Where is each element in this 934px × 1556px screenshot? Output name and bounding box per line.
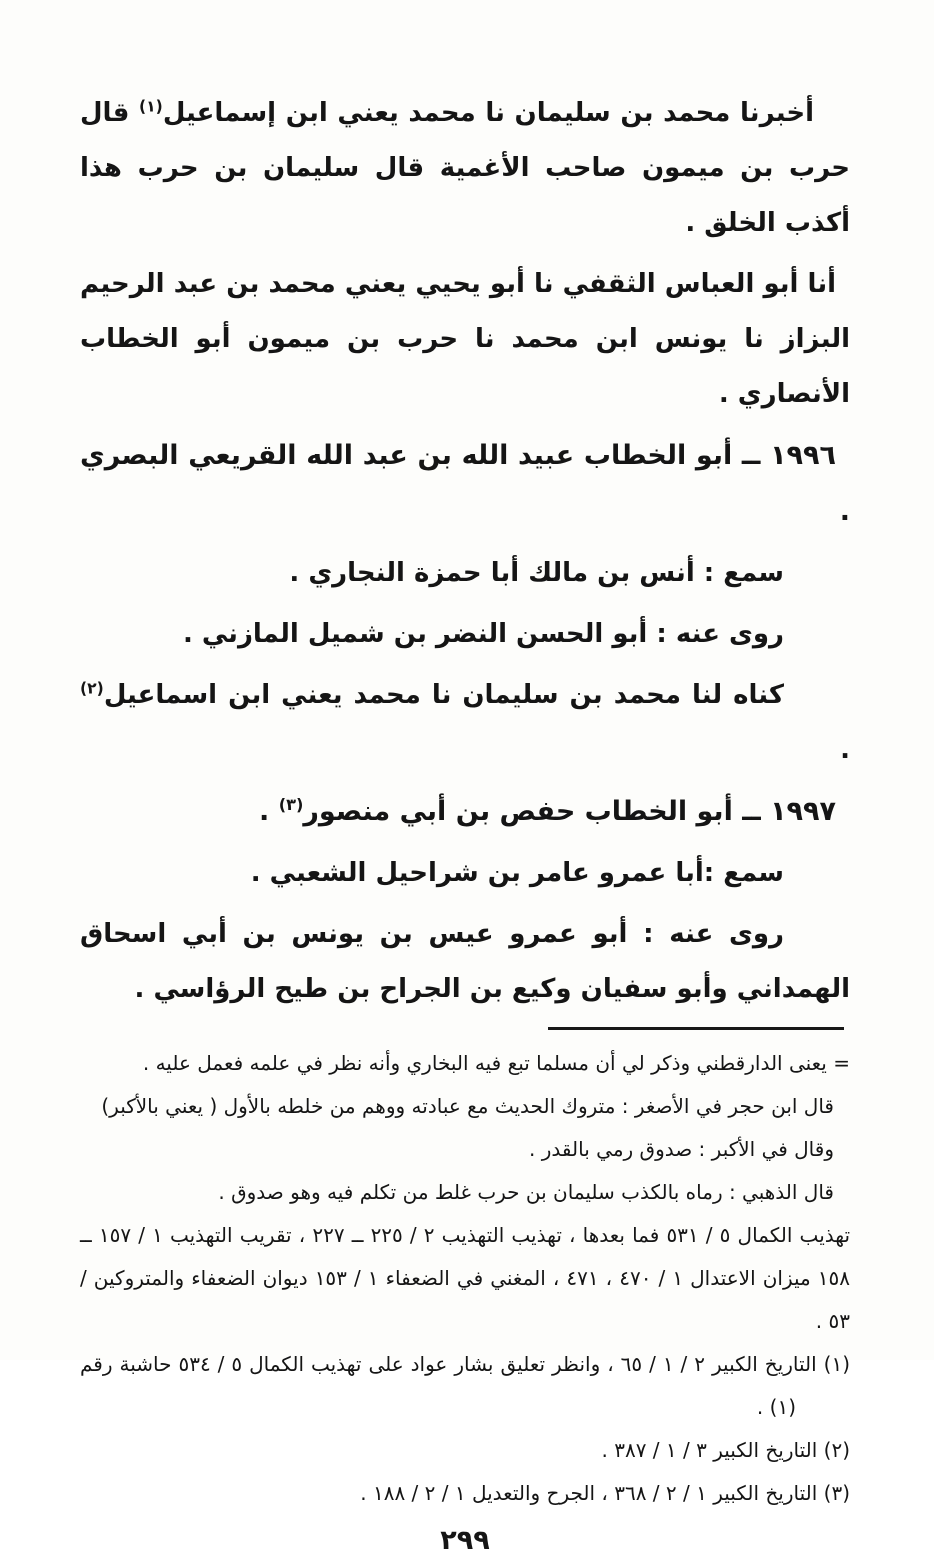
entry-1997-heading xyxy=(80,784,850,840)
footnote-2: (٢) التاريخ الكبير ٣ / ١ / ٣٨٧ . xyxy=(601,1438,850,1462)
footnote-3: (٣) التاريخ الكبير ١ / ٢ / ٣٦٨ ، الجرح والتعديل ١ / ٢ / ١٨٨ . xyxy=(360,1481,850,1505)
page-number: ٢٩٩ xyxy=(440,1525,490,1556)
paragraph-isnad-1 xyxy=(80,86,850,251)
paragraph-text: . xyxy=(259,796,279,827)
footnotes-section xyxy=(80,1042,850,1515)
entry-1996-narrated-by: روى عنه : أبو الحسن النضر بن شميل المازني . xyxy=(182,619,784,649)
footnote-sources: تهذيب الكمال ٥ / ٥٣١ فما بعدها ، تهذيب التهذيب ٢ / ٢٢٥ ــ ٢٢٧ ، تقريب التهذيب ١ / ١٥٧ ــ ١٥٨ ميزان الاعتدال ١ / ٤٧٠ ، ٤٧١ ، المغني في الضعفاء ١ / ١٥٣ ديوان الضعفاء والمتروكين / ٥٣ . xyxy=(80,1223,851,1333)
paragraph-text: . xyxy=(840,735,850,765)
footnote-1: (١) التاريخ الكبير ٢ / ١ / ٦٥ ، وانظر تعليق بشار عواد على تهذيب الكمال ٥ / ٥٣٤ حاشبة رقم (١) . xyxy=(80,1352,851,1419)
entry-1997-heard-from: سمع :أبا عمرو عامر بن شراحيل الشعبي . xyxy=(250,858,784,888)
footnote-separator xyxy=(548,1027,844,1030)
footnote-marker-2: (٢) xyxy=(80,679,104,698)
footnote-continuation: = يعنى الدارقطني وذكر لي أن مسلما تبع فيه البخاري وأنه نظر في علمه فعمل عليه . xyxy=(142,1051,850,1075)
paragraph-text: أخبرنا محمد بن سليمان نا محمد يعني ابن إسماعيل xyxy=(162,98,815,128)
paragraph-text: كناه لنا محمد بن سليمان نا محمد يعني ابن اسماعيل xyxy=(103,680,784,710)
paragraph-text: قال حرب بن ميمون صاحب الأغمية قال سليمان بن حرب هذا أكذب الخلق . xyxy=(80,98,850,238)
entry-1997-narrated-by: روى عنه : أبو عمرو عيس بن يونس بن أبي اسحاق الهمداني وأبو سفيان وكيع بن الجراح بن طيح الرؤاسي . xyxy=(80,919,850,1004)
entry-1996-heard-from: سمع : أنس بن مالك أبا حمزة النجاري . xyxy=(289,558,784,588)
footnote-marker-3: (٣) xyxy=(278,795,304,814)
paragraph-text: ١٩٩٧ ــ أبو الخطاب حفص بن أبي منصور xyxy=(303,796,836,827)
entry-1996-kunya-line xyxy=(80,668,850,778)
footnote-marker-1: (١) xyxy=(139,97,163,116)
paragraph-isnad-2: أنا أبو العباس الثقفي نا أبو يحيي يعني محمد بن عبد الرحيم البزاز نا يونس ابن محمد نا حرب بن ميمون أبو الخطاب الأنصاري . xyxy=(80,269,850,409)
footnote-dhahabi: قال الذهبي : رماه بالكذب سليمان بن حرب غلط من تكلم فيه وهو صدوق . xyxy=(218,1180,834,1204)
footnote-ibn-hajar-elder: وقال في الأكبر : صدوق رمي بالقدر . xyxy=(529,1137,834,1161)
footnote-ibn-hajar-younger: قال ابن حجر في الأصغر : متروك الحديث مع عبادته ووهم من خلطه بالأول ( يعني بالأكبر) xyxy=(101,1094,834,1118)
entry-1996-heading: ١٩٩٦ ــ أبو الخطاب عبيد الله بن عبد الله القريعي البصري . xyxy=(80,440,850,527)
body-text xyxy=(80,86,850,1017)
